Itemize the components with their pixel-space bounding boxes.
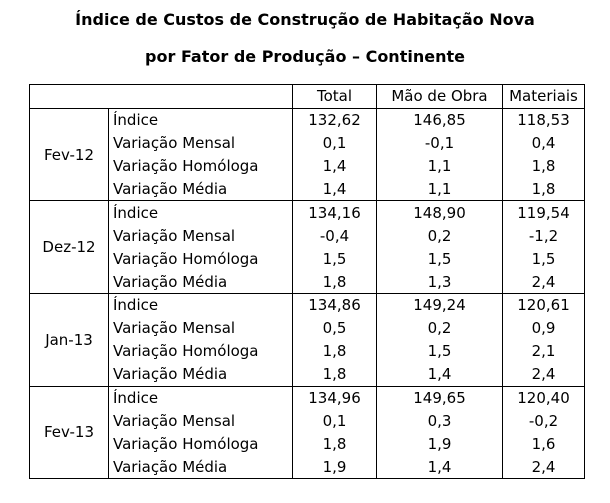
value-cell: 134,16: [293, 201, 377, 224]
value-cell: 1,8: [293, 270, 377, 293]
document-title: Índice de Custos de Construção de Habitação Nova: [75, 10, 535, 29]
value-cell: 1,4: [293, 178, 377, 201]
value-cell: 2,4: [503, 270, 585, 293]
row-label: Variação Média: [109, 455, 293, 478]
value-cell: -0,1: [377, 132, 503, 155]
value-cell: 1,9: [377, 432, 503, 455]
period-cell: Dez-12: [30, 201, 109, 294]
row-label: Índice: [109, 201, 293, 224]
table-row: [30, 363, 585, 386]
row-label: Variação Mensal: [109, 132, 293, 155]
value-cell: 0,9: [503, 317, 585, 340]
value-cell: 1,3: [377, 270, 503, 293]
row-label: Variação Homóloga: [109, 155, 293, 178]
value-cell: 0,1: [293, 409, 377, 432]
value-cell: 1,4: [377, 455, 503, 478]
header-corner: [30, 85, 293, 109]
value-cell: -1,2: [503, 224, 585, 247]
row-label: Variação Mensal: [109, 317, 293, 340]
value-cell: 1,8: [503, 178, 585, 201]
table-row: [30, 108, 585, 131]
value-cell: 1,8: [293, 363, 377, 386]
value-cell: 2,4: [503, 363, 585, 386]
table-row: [30, 224, 585, 247]
value-cell: 118,53: [503, 108, 585, 131]
row-label: Índice: [109, 108, 293, 131]
value-cell: 0,5: [293, 317, 377, 340]
row-label: Variação Homóloga: [109, 432, 293, 455]
value-cell: 148,90: [377, 201, 503, 224]
value-cell: 1,5: [377, 247, 503, 270]
value-cell: 1,6: [503, 432, 585, 455]
value-cell: 1,8: [293, 432, 377, 455]
row-label: Variação Homóloga: [109, 340, 293, 363]
table-row: [30, 247, 585, 270]
value-cell: 0,2: [377, 317, 503, 340]
value-cell: 1,5: [377, 340, 503, 363]
value-cell: -0,2: [503, 409, 585, 432]
table-row: [30, 317, 585, 340]
value-cell: 2,1: [503, 340, 585, 363]
table-row: [30, 432, 585, 455]
value-cell: 0,1: [293, 132, 377, 155]
value-cell: 0,2: [377, 224, 503, 247]
value-cell: 1,8: [293, 340, 377, 363]
table-row: [30, 294, 585, 317]
value-cell: -0,4: [293, 224, 377, 247]
value-cell: 1,4: [377, 363, 503, 386]
header-materiais: Materiais: [503, 85, 585, 109]
value-cell: 149,24: [377, 294, 503, 317]
period-cell: Fev-12: [30, 108, 109, 201]
value-cell: 120,61: [503, 294, 585, 317]
row-label: Índice: [109, 386, 293, 409]
table-row: [30, 409, 585, 432]
period-cell: Fev-13: [30, 386, 109, 479]
table-row: [30, 455, 585, 478]
value-cell: 0,4: [503, 132, 585, 155]
table-row: [30, 201, 585, 224]
value-cell: 120,40: [503, 386, 585, 409]
table-row: [30, 340, 585, 363]
value-cell: 0,3: [377, 409, 503, 432]
table-row: [30, 155, 585, 178]
document-subtitle: por Fator de Produção – Continente: [145, 47, 465, 66]
value-cell: 1,5: [503, 247, 585, 270]
row-label: Variação Mensal: [109, 224, 293, 247]
table-row: [30, 178, 585, 201]
value-cell: 1,4: [293, 155, 377, 178]
header-row: [30, 85, 585, 109]
row-label: Índice: [109, 294, 293, 317]
table-row: [30, 270, 585, 293]
value-cell: 146,85: [377, 108, 503, 131]
row-label: Variação Média: [109, 178, 293, 201]
table-row: [30, 386, 585, 409]
value-cell: 119,54: [503, 201, 585, 224]
value-cell: 134,96: [293, 386, 377, 409]
row-label: Variação Mensal: [109, 409, 293, 432]
value-cell: 134,86: [293, 294, 377, 317]
cost-index-table: [29, 84, 585, 479]
header-total: Total: [293, 85, 377, 109]
row-label: Variação Homóloga: [109, 247, 293, 270]
value-cell: 1,1: [377, 155, 503, 178]
value-cell: 1,1: [377, 178, 503, 201]
value-cell: 1,5: [293, 247, 377, 270]
value-cell: 2,4: [503, 455, 585, 478]
value-cell: 1,9: [293, 455, 377, 478]
table-row: [30, 132, 585, 155]
row-label: Variação Média: [109, 270, 293, 293]
value-cell: 149,65: [377, 386, 503, 409]
value-cell: 132,62: [293, 108, 377, 131]
period-cell: Jan-13: [30, 294, 109, 387]
header-mao-de-obra: Mão de Obra: [377, 85, 503, 109]
value-cell: 1,8: [503, 155, 585, 178]
row-label: Variação Média: [109, 363, 293, 386]
